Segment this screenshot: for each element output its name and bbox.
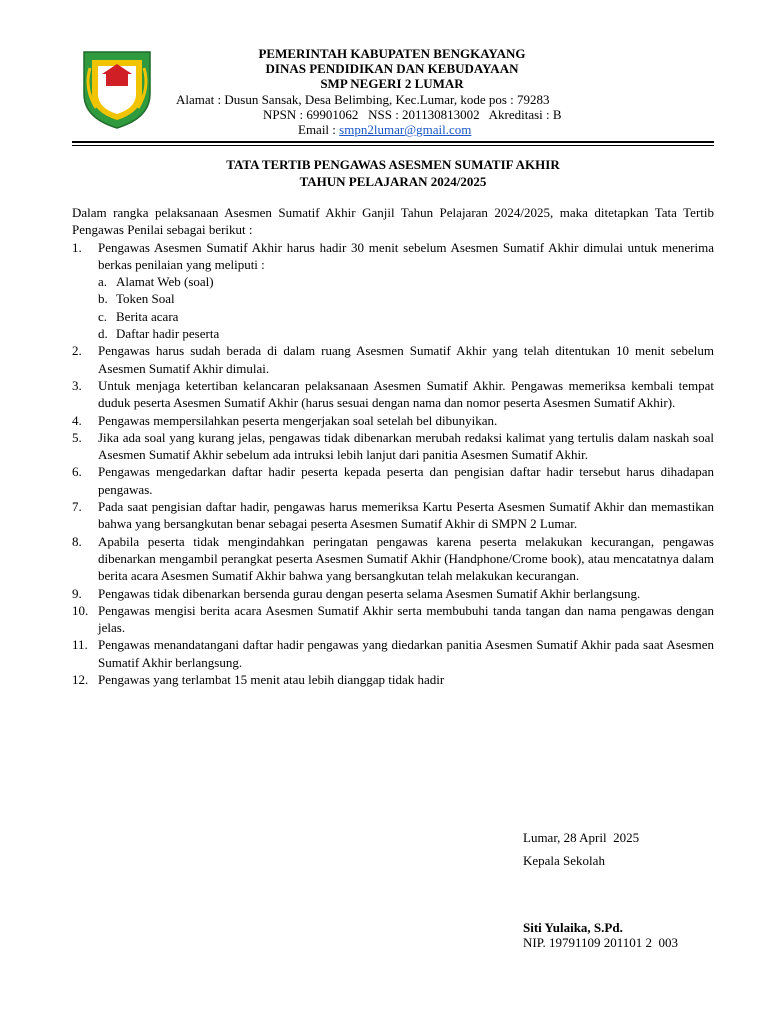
rule-number: 9. xyxy=(72,585,82,601)
rule-number: 8. xyxy=(72,533,82,549)
rule-number: 6. xyxy=(72,464,82,480)
rule-item xyxy=(72,377,714,412)
letterhead-email xyxy=(298,122,471,137)
rule-item xyxy=(72,671,714,688)
email-label: Email : xyxy=(298,122,340,137)
subitem-text: Daftar hadir peserta xyxy=(116,326,220,342)
rule-text: Pada saat pengisian daftar hadir, pengawas harus memeriksa Kartu Peserta Asesmen Sumatif Akhir dan memastikan bahwa yang bersangkutan benar sebagai peserta Asesmen Sumatif Akhir di SMPN 2 Lumar. xyxy=(98,499,714,532)
rule-item xyxy=(72,463,714,498)
rule-text: Pengawas menandatangani daftar hadir pengawas yang diedarkan panitia Asesmen Sumatif Akhir pada saat Asesmen Sumatif Akhir berlangsung. xyxy=(98,637,714,670)
rule-text: Pengawas harus sudah berada di dalam ruang Asesmen Sumatif Akhir yang telah ditentukan 10 menit sebelum Asesmen Sumatif Akhir dimulai. xyxy=(98,343,714,376)
signature-nip: NIP. 19791109 201101 2 003 xyxy=(523,935,679,950)
rule-subitem xyxy=(98,290,714,307)
rule-text: Apabila peserta tidak mengindahkan peringatan pengawas karena peserta melakukan kecurangan, pengawas dibenarkan mengambil perangkat peserta Asesmen Sumatif Akhir (Handphone/Crome book), atau mencatatnya dalam berita acara Asesmen Sumatif Akhir bahwa yang bersangkutan telah melakukan kecurangan. xyxy=(98,533,714,584)
subitem-letter: b. xyxy=(98,291,108,307)
subitem-letter: a. xyxy=(98,274,108,290)
rule-number: 4. xyxy=(72,412,82,428)
subitem-text: Alamat Web (soal) xyxy=(116,274,214,290)
letterhead-npsn: NPSN : 69901062 NSS : 201130813002 Akreditasi : B xyxy=(263,107,562,122)
header-divider-thin xyxy=(72,145,714,146)
rule-item xyxy=(72,585,714,602)
letterhead-department: DINAS PENDIDIKAN DAN KEBUDAYAAN xyxy=(265,61,519,76)
rule-item xyxy=(72,342,714,377)
signature-place-date: Lumar, 28 April 2025 xyxy=(523,830,640,845)
rule-text: Pengawas mengisi berita acara Asesmen Sumatif Akhir serta membubuhi tanda tangan dan nama pengawas dengan jelas. xyxy=(98,602,714,636)
rules-list xyxy=(72,239,714,689)
rule-text: Jika ada soal yang kurang jelas, pengawas tidak dibenarkan merubah redaksi kalimat yang tertulis dalam naskah soal Asesmen Sumatif Akhir sebelum ada intruksi lebih lanjut dari panitia Asesmen Sumatif Akhir. xyxy=(98,429,714,463)
regency-logo-icon xyxy=(80,48,154,130)
rule-number: 10. xyxy=(72,602,89,618)
rule-text: Pengawas mengedarkan daftar hadir peserta kepada peserta dan pengisian daftar hadir tersebut harus dihadapan pengawas. xyxy=(98,464,714,497)
signature-name: Siti Yulaika, S.Pd. xyxy=(523,920,623,935)
rule-text: Pengawas Asesmen Sumatif Akhir harus hadir 30 menit sebelum Asesmen Sumatif Akhir dimulai untuk menerima berkas penilaian yang meliputi : xyxy=(98,239,714,272)
rule-subitem xyxy=(98,325,714,342)
rule-item xyxy=(72,636,714,671)
rule-number: 7. xyxy=(72,499,82,515)
title-line-2: TAHUN PELAJARAN 2024/2025 xyxy=(299,174,487,189)
letterhead-government: PEMERINTAH KABUPATEN BENGKAYANG xyxy=(258,46,526,61)
letterhead-school: SMP NEGERI 2 LUMAR xyxy=(320,76,464,91)
document-title xyxy=(72,156,714,190)
rule-subitem xyxy=(98,273,714,290)
rule-item xyxy=(72,412,714,429)
rule-number: 1. xyxy=(72,239,82,255)
rule-text: Pengawas yang terlambat 15 menit atau lebih dianggap tidak hadir xyxy=(98,672,445,688)
rule-number: 2. xyxy=(72,343,82,359)
rule-subitem xyxy=(98,308,714,325)
title-line-1: TATA TERTIB PENGAWAS ASESMEN SUMATIF AKHIR xyxy=(226,157,560,172)
rule-sublist xyxy=(98,273,714,342)
rule-text: Pengawas mempersilahkan peserta mengerjakan soal setelah bel dibunyikan. xyxy=(98,412,498,428)
letterhead-address: Alamat : Dusun Sansak, Desa Belimbing, Kec.Lumar, kode pos : 79283 xyxy=(176,92,550,107)
subitem-letter: d. xyxy=(98,326,108,342)
rule-number: 3. xyxy=(72,377,82,393)
intro-paragraph: Dalam rangka pelaksanaan Asesmen Sumatif Akhir Ganjil Tahun Pelajaran 2024/2025, maka ditetapkan Tata Tertib Pengawas Penilai sebagai berikut : xyxy=(72,205,714,238)
email-link[interactable]: smpn2lumar@gmail.com xyxy=(339,122,472,137)
subitem-text: Token Soal xyxy=(116,291,175,307)
letterhead xyxy=(160,46,624,91)
signature-position: Kepala Sekolah xyxy=(523,853,605,868)
rule-text: Pengawas tidak dibenarkan bersenda gurau dengan peserta selama Asesmen Sumatif Akhir berlangsung. xyxy=(98,585,641,601)
rule-item xyxy=(72,239,714,343)
rule-item xyxy=(72,429,714,464)
subitem-text: Berita acara xyxy=(116,308,179,324)
rule-text: Untuk menjaga ketertiban kelancaran pelaksanaan Asesmen Sumatif Akhir. Pengawas memeriksa kembali tempat duduk peserta Asesmen Sumatif Akhir (harus sesuai dengan nama dan nomor peserta Asesmen Sumatif Akhir). xyxy=(98,377,714,411)
document-body xyxy=(72,204,714,688)
rule-number: 12. xyxy=(72,672,89,688)
rule-item xyxy=(72,533,714,585)
rule-number: 5. xyxy=(72,429,82,445)
rule-item xyxy=(72,498,714,533)
rule-number: 11. xyxy=(72,637,88,653)
header-divider xyxy=(72,141,714,143)
rule-item xyxy=(72,602,714,637)
subitem-letter: c. xyxy=(98,308,108,324)
